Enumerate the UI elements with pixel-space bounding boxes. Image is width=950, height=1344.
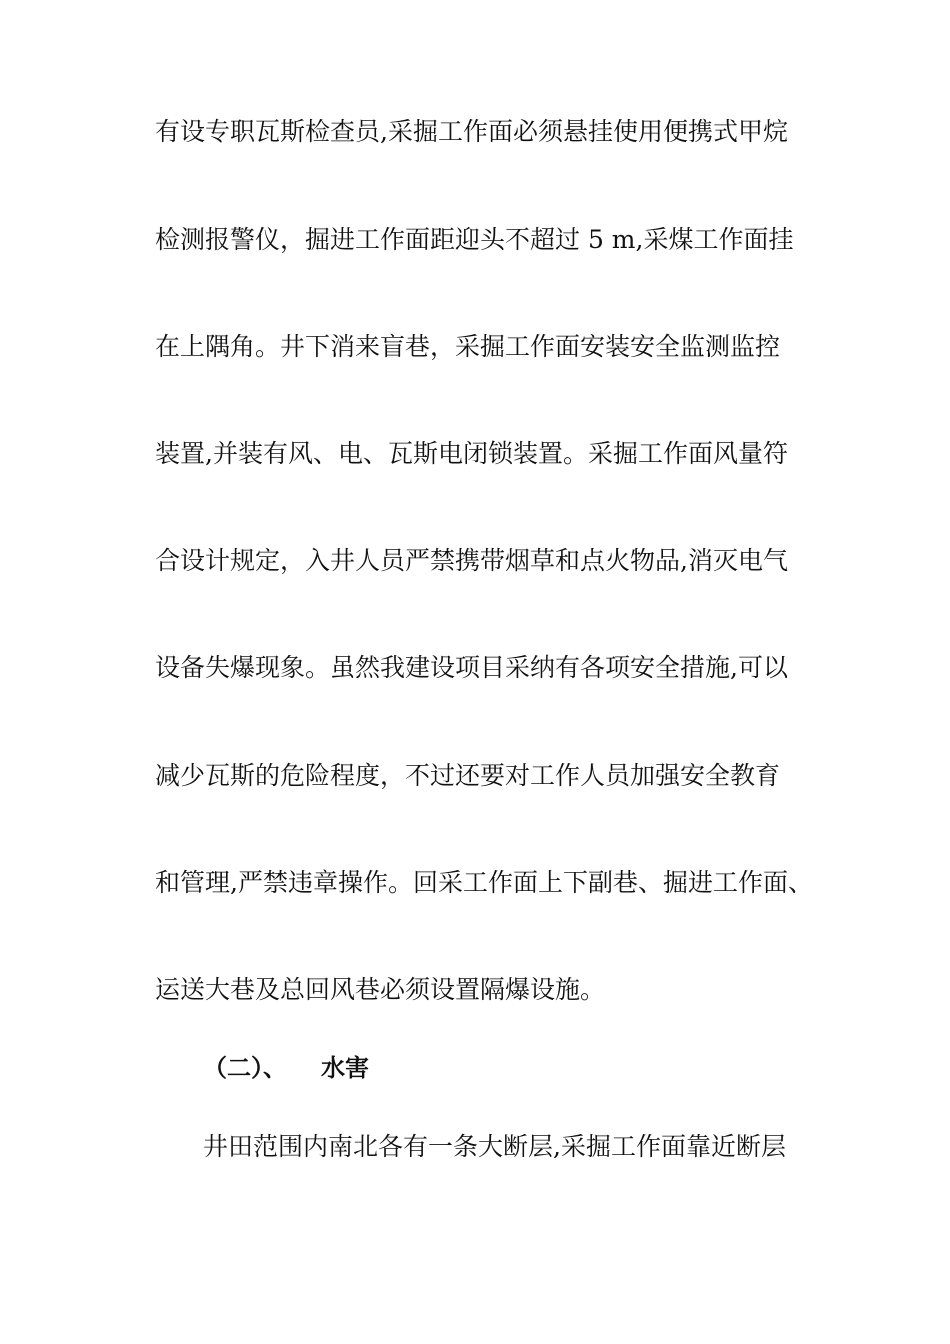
body-line-6: 设备失爆现象。虽然我建设项目采纳有各项安全措施,可以: [155, 653, 788, 682]
section-title: 水害: [321, 1054, 369, 1082]
body-line-1: 有设专职瓦斯检查员,采掘工作面必须悬挂使用便携式甲烷: [155, 117, 788, 146]
body-line-9: 运送大巷及总回风巷必须设置隔爆设施。: [155, 975, 606, 1004]
body-line-4: 装置,并装有风、电、瓦斯电闭锁装置。采掘工作面风量符: [155, 439, 788, 468]
paragraph-2-line-1: 井田范围内南北各有一条大断层,采掘工作面靠近断层: [203, 1132, 786, 1161]
body-line-3: 在上隅角。井下消来盲巷，采掘工作面安装安全监测监控: [155, 332, 781, 361]
section-number: （二）、: [203, 1054, 287, 1082]
body-line-8: 和管理,严禁违章操作。回采工作面上下副巷、掘进工作面、: [155, 868, 813, 897]
section-heading: [203, 1052, 369, 1084]
body-line-2: 检测报警仪，掘进工作面距迎头不超过 5 m,采煤工作面挂: [155, 225, 794, 254]
body-line-5: 合设计规定，入井人员严禁携带烟草和点火物品,消灭电气: [155, 546, 788, 575]
body-line-7: 减少瓦斯的危险程度，不过还要对工作人员加强安全教育: [155, 761, 781, 790]
